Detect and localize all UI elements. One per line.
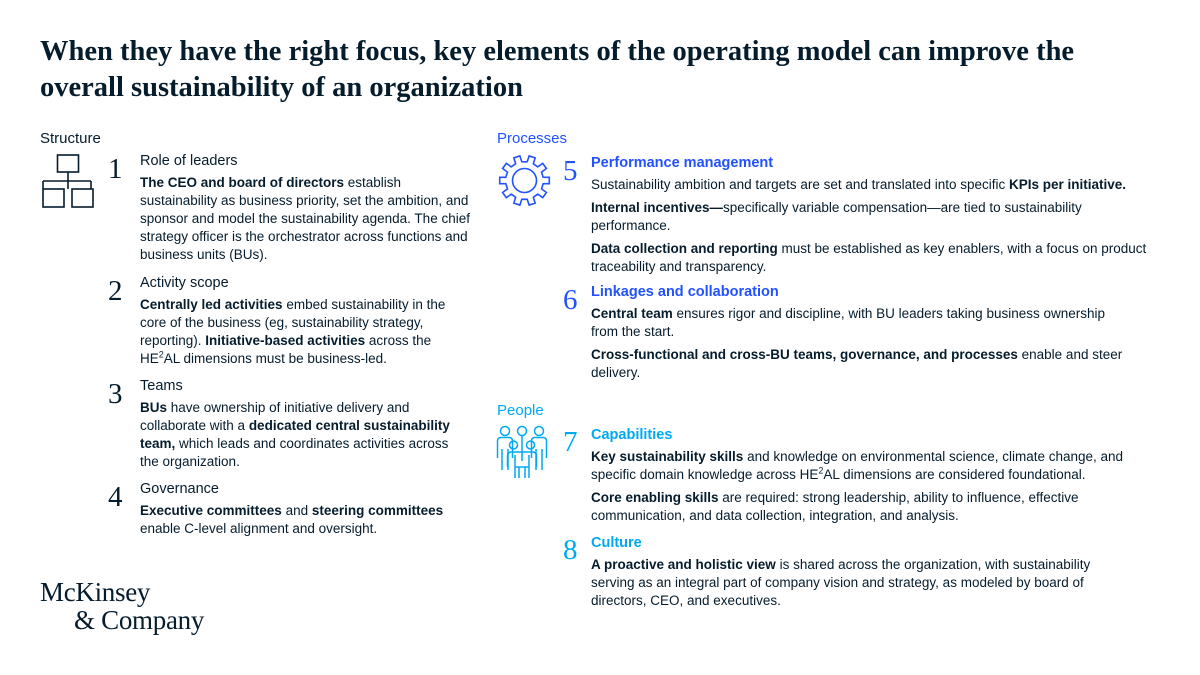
gear-icon	[496, 152, 554, 210]
item-heading: Activity scope	[140, 275, 229, 291]
item-paragraph: Cross-functional and cross-BU teams, governance, and processes enable and steer delivery.	[591, 347, 1123, 380]
item-heading: Capabilities	[591, 427, 673, 443]
item-activity-scope	[140, 274, 470, 373]
item-capabilities	[591, 426, 1136, 530]
item-number-7: 7	[563, 426, 578, 458]
item-heading: Performance management	[591, 155, 774, 171]
item-culture	[591, 534, 1116, 615]
item-number-8: 8	[563, 534, 578, 566]
item-heading: Culture	[591, 535, 642, 551]
item-paragraph: Data collection and reporting must be established as key enablers, with a focus on product traceability and transparency.	[591, 241, 1147, 274]
item-number-2: 2	[108, 275, 123, 307]
item-performance-management	[591, 154, 1171, 281]
section-label-structure: Structure	[40, 130, 101, 147]
item-heading: Role of leaders	[140, 153, 238, 169]
item-paragraph: A proactive and holistic view is shared across the organization, with sustainability serving as an integral part of company vision and strategy, as modeled by board of directors, CEO, and executives.	[591, 557, 1091, 608]
item-linkages-and-collaboration	[591, 283, 1131, 387]
item-number-3: 3	[108, 378, 123, 410]
item-heading: Governance	[140, 481, 219, 497]
item-teams	[140, 377, 470, 476]
item-paragraph: Key sustainability skills and knowledge on environmental science, climate change, and specific domain knowledge across $HE^2AL$ dimensions are considered foundational.	[591, 449, 1124, 482]
item-role-of-leaders	[140, 152, 470, 269]
item-governance	[140, 480, 470, 543]
logo-line-1: McKinsey	[40, 577, 151, 607]
item-number-4: 4	[108, 481, 123, 513]
item-paragraph: Sustainability ambition and targets are set and translated into specific KPIs per initiative.	[591, 177, 1127, 192]
item-number-1: 1	[108, 153, 123, 185]
logo-line-2: & Company	[74, 605, 205, 635]
org-chart-icon	[40, 152, 98, 210]
item-number-5: 5	[563, 155, 578, 187]
item-paragraph: Internal incentives—specifically variable compensation—are tied to sustainability performance.	[591, 200, 1082, 233]
item-heading: Linkages and collaboration	[591, 284, 779, 300]
item-paragraph: Executive committees and steering committees enable C-level alignment and oversight.	[140, 503, 444, 536]
item-paragraph: The CEO and board of directors establish sustainability as business priority, set the ambition, and sponsor and model the sustainability agenda. The chief strategy officer is the orchestrator across functions and business units (BUs).	[140, 175, 470, 262]
people-group-icon	[496, 425, 548, 483]
item-paragraph: Core enabling skills are required: strong leadership, ability to influence, effective communication, and data collection, integration, and analysis.	[591, 490, 1079, 523]
item-number-6: 6	[563, 284, 578, 316]
item-paragraph: BUs have ownership of initiative delivery and collaborate with a dedicated central sustainability team, which leads and coordinates activities across the organization.	[140, 400, 450, 469]
section-label-people: People	[497, 402, 544, 419]
item-heading: Teams	[140, 378, 183, 394]
page-title: When they have the right focus, key elements of the operating model can improve the overall sustainability of an organization	[40, 36, 1075, 103]
section-label-processes: Processes	[497, 130, 568, 147]
item-paragraph: Centrally led activities embed sustainability in the core of the business (eg, sustainability strategy, reporting). Initiative-based activities across the $HE^2AL$ dimensions must be business-led.	[140, 297, 446, 366]
item-paragraph: Central team ensures rigor and discipline, with BU leaders taking business ownership from the start.	[591, 306, 1106, 339]
mckinsey-logo	[40, 578, 204, 634]
